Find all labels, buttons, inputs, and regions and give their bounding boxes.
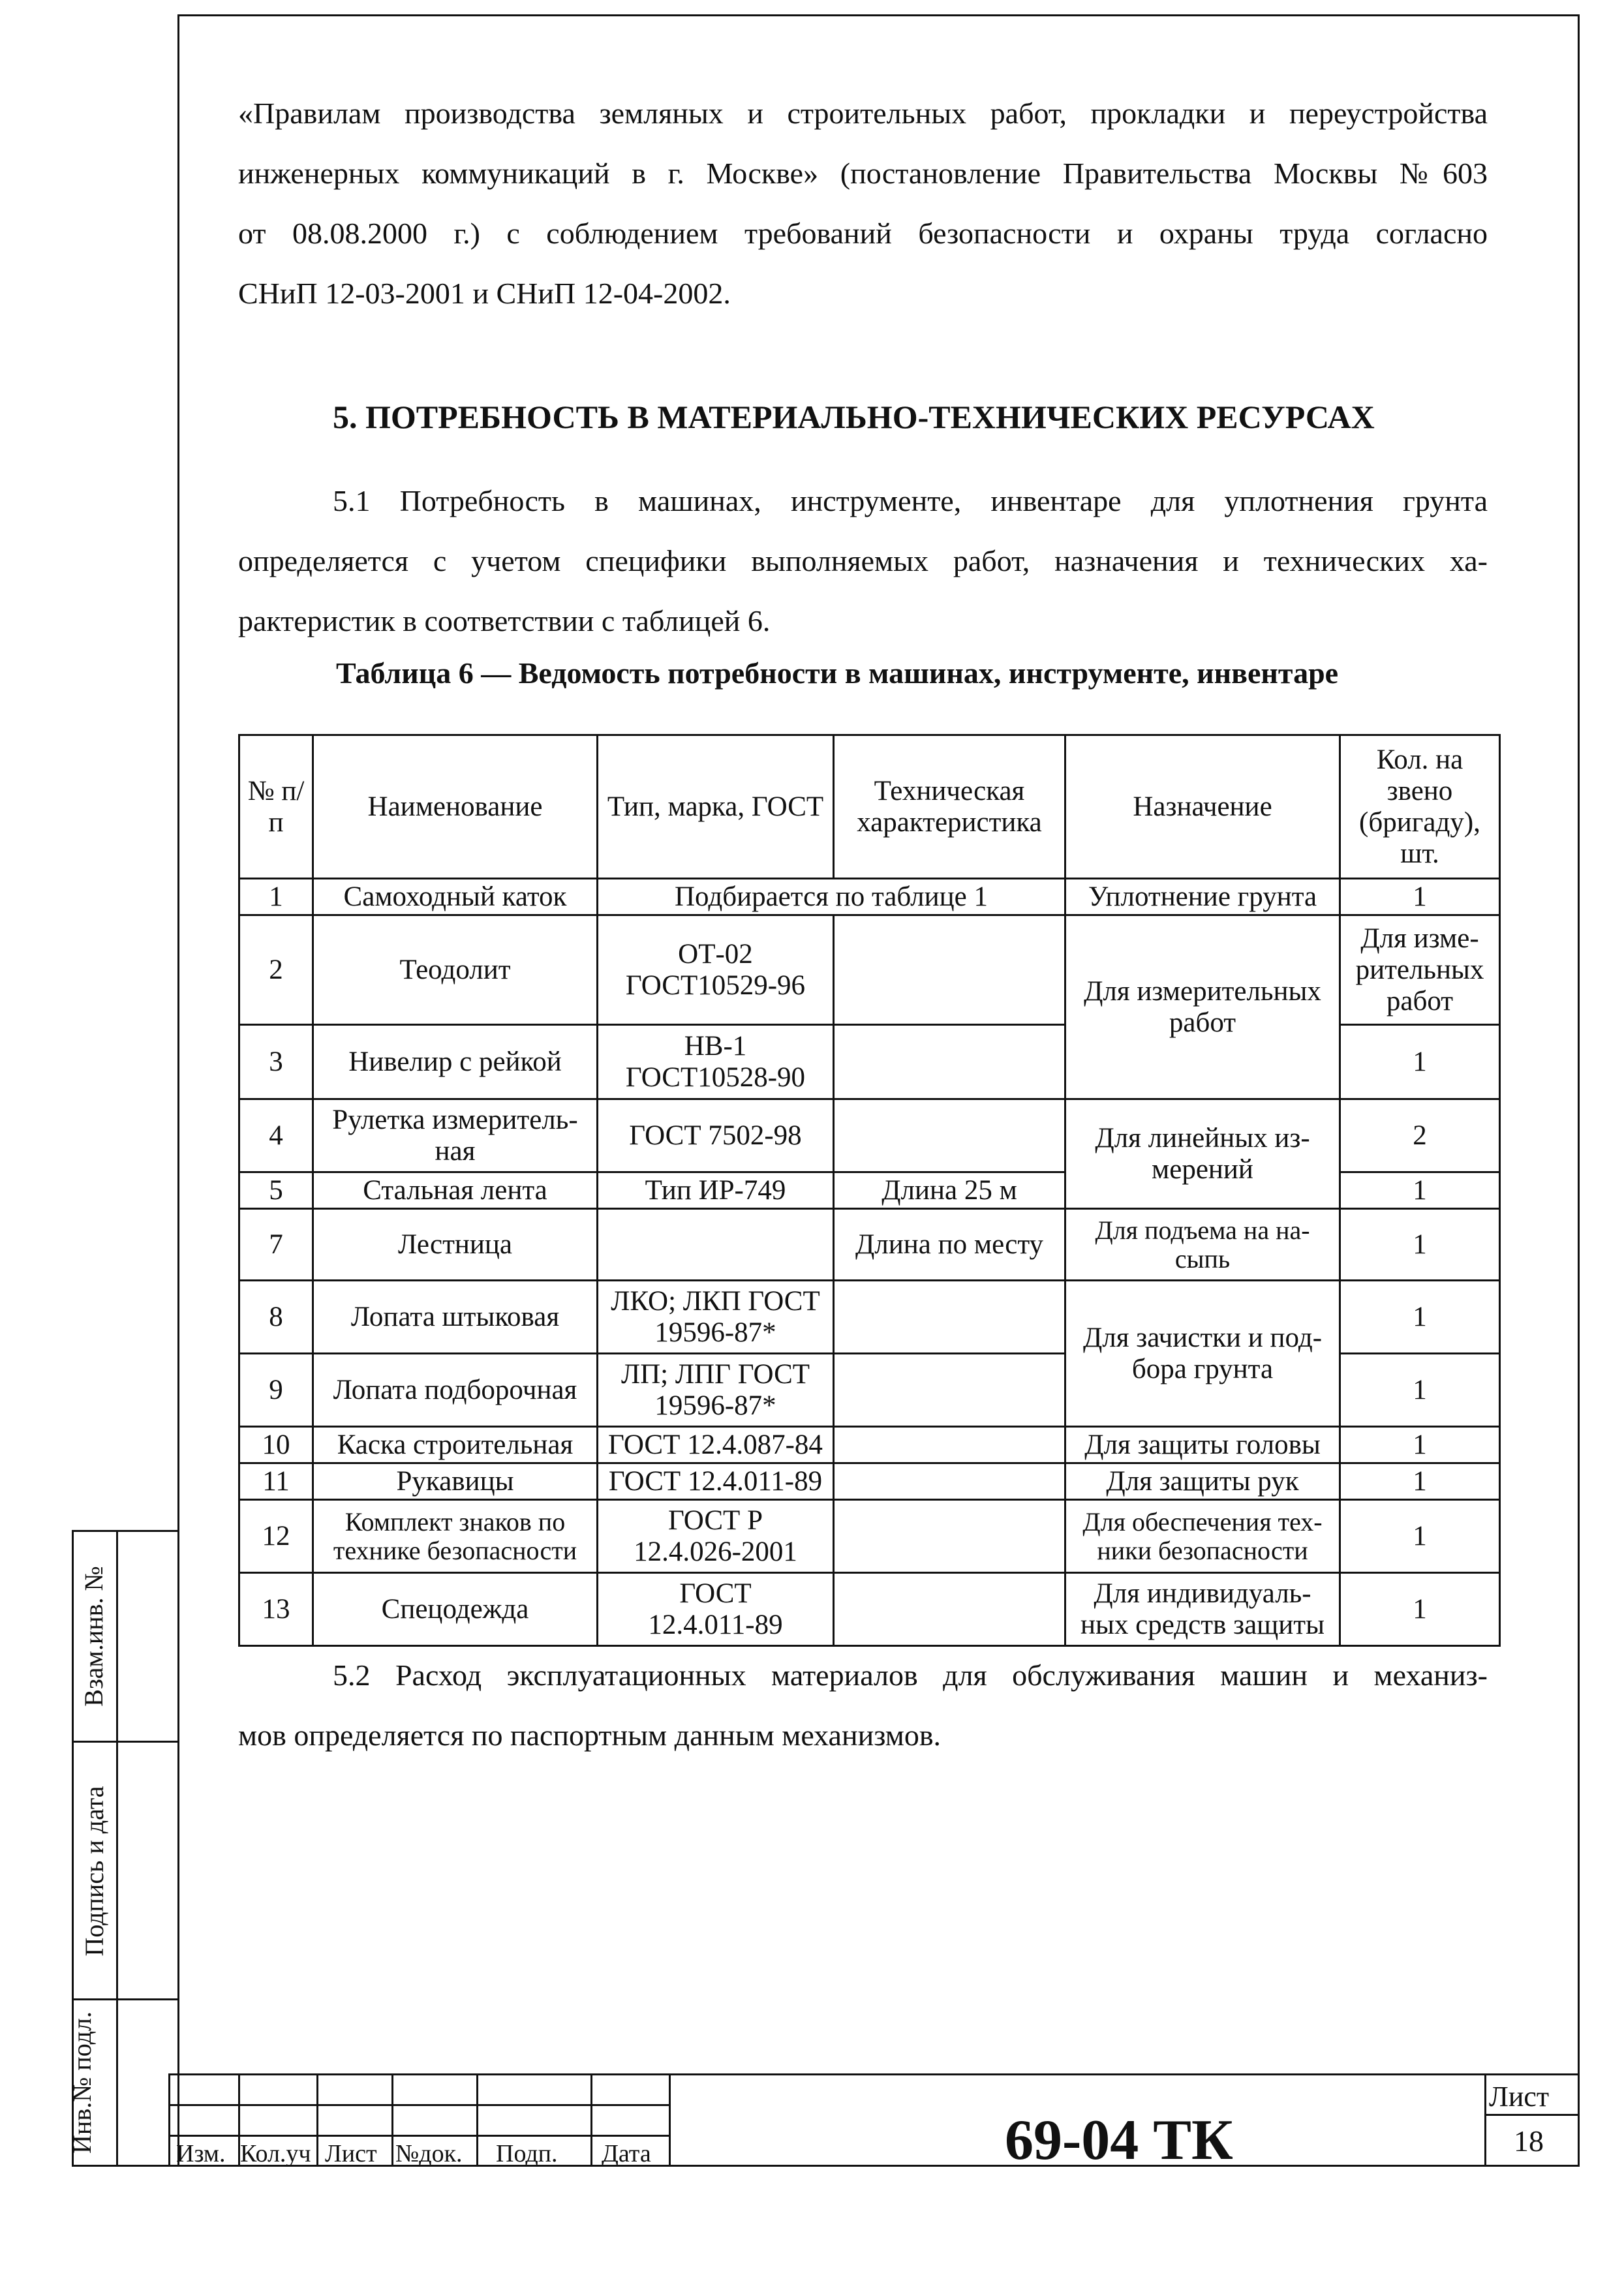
sign-date-label: Подпись и дата: [80, 1786, 109, 1957]
tb-data: Дата: [602, 2140, 651, 2167]
cell-purpose: Для зачистки и под-бора грунта: [1065, 1281, 1340, 1427]
tb-izm: Изм.: [176, 2140, 226, 2167]
cell-num: 7: [239, 1209, 313, 1281]
paragraph-5-2: [238, 1645, 1488, 1765]
cell-qty: 2: [1340, 1099, 1500, 1172]
cell-num: 1: [239, 879, 313, 915]
table-row: [239, 1573, 1500, 1646]
table-row: [239, 1463, 1500, 1500]
cell-num: 9: [239, 1354, 313, 1427]
cell-num: 5: [239, 1172, 313, 1209]
table-row: [239, 1099, 1500, 1172]
cell-name: Самоходный каток: [313, 879, 598, 915]
cell-tech: [834, 1500, 1065, 1573]
cell-type: ЛКО; ЛКП ГОСТ 19596-87*: [598, 1281, 834, 1354]
cell-type: ЛП; ЛПГ ГОСТ 19596-87*: [598, 1354, 834, 1427]
stamp-divider-1: [72, 1741, 179, 1743]
cell-purpose: Для обеспечения тех-ники безопасности: [1065, 1500, 1340, 1573]
cell-name: Лопата подборочная: [313, 1354, 598, 1427]
cell-qty: 1: [1340, 1463, 1500, 1500]
cell-type: ГОСТ 7502-98: [598, 1099, 834, 1172]
cell-tech: [834, 1099, 1065, 1172]
cell-qty: 1: [1340, 1172, 1500, 1209]
tb-kol-uch: Кол.уч: [240, 2140, 311, 2167]
cell-name: Каска строительная: [313, 1427, 598, 1463]
cell-num: 13: [239, 1573, 313, 1646]
header-tech: Техническая характеристика: [834, 735, 1065, 879]
cell-name: Теодолит: [313, 915, 598, 1025]
cell-name: Рукавицы: [313, 1463, 598, 1500]
cell-purpose: Для индивидуаль-ных средств защиты: [1065, 1573, 1340, 1646]
cell-merged-type-tech: Подбирается по таблице 1: [598, 879, 1065, 915]
equipment-table: [238, 734, 1501, 1647]
cell-tech: [834, 1427, 1065, 1463]
table-row: [239, 1281, 1500, 1354]
tb-sheet-label: Лист: [1489, 2081, 1550, 2113]
section-heading: 5. ПОТРЕБНОСТЬ В МАТЕРИАЛЬНО-ТЕХНИЧЕСКИХ РЕСУРСАХ: [333, 399, 1375, 435]
cell-tech: [834, 1025, 1065, 1099]
paragraph-rules: [238, 84, 1488, 324]
cell-name: Лестница: [313, 1209, 598, 1281]
cell-tech: [834, 1573, 1065, 1646]
tb-col0: [168, 2073, 170, 2166]
tb-sheet-col: [1484, 2073, 1486, 2166]
cell-purpose: Для подъема на на-сыпь: [1065, 1209, 1340, 1281]
cell-purpose: Для защиты головы: [1065, 1427, 1340, 1463]
header-qty: Кол. на звено (бригаду), шт.: [1340, 735, 1500, 879]
cell-num: 2: [239, 915, 313, 1025]
text-line: «Правилам производства земляных и строительных работ, прокладки и переустройства: [238, 97, 1488, 130]
cell-tech: Длина 25 м: [834, 1172, 1065, 1209]
header-num: № п/п: [239, 735, 313, 879]
header-purpose: Назначение: [1065, 735, 1340, 879]
cell-num: 10: [239, 1427, 313, 1463]
cell-purpose: Для защиты рук: [1065, 1463, 1340, 1500]
cell-purpose: Для линейных из-мерений: [1065, 1099, 1340, 1209]
text-line: рактеристик в соответствии с таблицей 6.: [238, 604, 771, 637]
text-line: определяется с учетом специфики выполняемых работ, назначения и технических ха-: [238, 544, 1488, 577]
cell-num: 4: [239, 1099, 313, 1172]
cell-type: [598, 1209, 834, 1281]
tb-row2: [168, 2135, 671, 2137]
cell-num: 12: [239, 1500, 313, 1573]
table-row: [239, 1427, 1500, 1463]
cell-type: ГОСТ 12.4.011-89: [598, 1573, 834, 1646]
table-row: [239, 1209, 1500, 1281]
tb-col2: [316, 2073, 318, 2166]
text-line: мов определяется по паспортным данным механизмов.: [238, 1719, 942, 1752]
cell-num: 3: [239, 1025, 313, 1099]
cell-type: НВ-1 ГОСТ10528-90: [598, 1025, 834, 1099]
inv-zam-label: Взам.инв. №: [79, 1566, 108, 1707]
text-line: СНиП 12-03-2001 и СНиП 12-04-2002.: [238, 277, 731, 310]
cell-purpose: Для измерительных работ: [1065, 915, 1340, 1099]
frame-top: [177, 14, 1579, 16]
cell-tech: [834, 1281, 1065, 1354]
cell-num: 8: [239, 1281, 313, 1354]
text-line: 5.2 Расход эксплуатационных материалов для обслуживания машин и механиз-: [333, 1658, 1488, 1692]
stamp-mid-line: [116, 1530, 118, 2166]
cell-qty: 1: [1340, 1025, 1500, 1099]
cell-purpose: Уплотнение грунта: [1065, 879, 1340, 915]
header-name: Наименование: [313, 735, 598, 879]
text-line: инженерных коммуникаций в г. Москве» (постановление Правительства Москвы №603: [238, 157, 1488, 190]
tb-podp: Подп.: [496, 2140, 558, 2167]
cell-qty: Для изме-рительных работ: [1340, 915, 1500, 1025]
document-code: 69-04 ТК: [1005, 2109, 1233, 2172]
tb-col6: [669, 2073, 671, 2166]
cell-name: Нивелир с рейкой: [313, 1025, 598, 1099]
cell-qty: 1: [1340, 1281, 1500, 1354]
cell-qty: 1: [1340, 879, 1500, 915]
cell-qty: 1: [1340, 1354, 1500, 1427]
frame-left: [177, 14, 179, 2166]
cell-name: Лопата штыковая: [313, 1281, 598, 1354]
inv-podl-label: Инв.№ подл.: [67, 2011, 97, 2154]
tb-col3: [391, 2073, 393, 2166]
cell-qty: 1: [1340, 1209, 1500, 1281]
table-row: [239, 1500, 1500, 1573]
cell-qty: 1: [1340, 1500, 1500, 1573]
header-type: Тип, марка, ГОСТ: [598, 735, 834, 879]
cell-name: Рулетка измеритель-ная: [313, 1099, 598, 1172]
tb-col5: [590, 2073, 592, 2166]
tb-row1: [168, 2104, 671, 2106]
cell-type: ГОСТ 12.4.087-84: [598, 1427, 834, 1463]
cell-type: ГОСТ 12.4.011-89: [598, 1463, 834, 1500]
frame-right: [1578, 14, 1580, 2166]
cell-name: Спецодежда: [313, 1573, 598, 1646]
table-header-row: [239, 735, 1500, 879]
table-row: [239, 879, 1500, 915]
tb-top: [168, 2073, 1579, 2075]
cell-tech: [834, 1463, 1065, 1500]
cell-tech: [834, 1354, 1065, 1427]
tb-n-dok: №док.: [395, 2140, 463, 2167]
cell-qty: 1: [1340, 1573, 1500, 1646]
table-title: Таблица 6 — Ведомость потребности в машинах, инструменте, инвентаре: [336, 656, 1339, 690]
tb-sheet-row: [1484, 2114, 1579, 2116]
tb-list: Лист: [325, 2140, 377, 2167]
tb-sheet-number: 18: [1514, 2124, 1544, 2158]
cell-name: Комплект знаков по технике безопасности: [313, 1500, 598, 1573]
cell-tech: [834, 915, 1065, 1025]
table-row: [239, 915, 1500, 1025]
cell-type: ГОСТ Р 12.4.026-2001: [598, 1500, 834, 1573]
cell-num: 11: [239, 1463, 313, 1500]
tb-col4: [476, 2073, 478, 2166]
paragraph-5-1: [238, 471, 1488, 651]
cell-qty: 1: [1340, 1427, 1500, 1463]
text-line: от 08.08.2000 г.) с соблюдением требований безопасности и охраны труда согласно: [238, 217, 1488, 250]
text-line: 5.1 Потребность в машинах, инструменте, инвентаре для уплотнения грунта: [333, 484, 1488, 517]
cell-name: Стальная лента: [313, 1172, 598, 1209]
cell-tech: Длина по месту: [834, 1209, 1065, 1281]
cell-type: Тип ИР-749: [598, 1172, 834, 1209]
cell-type: ОТ-02 ГОСТ10529-96: [598, 915, 834, 1025]
